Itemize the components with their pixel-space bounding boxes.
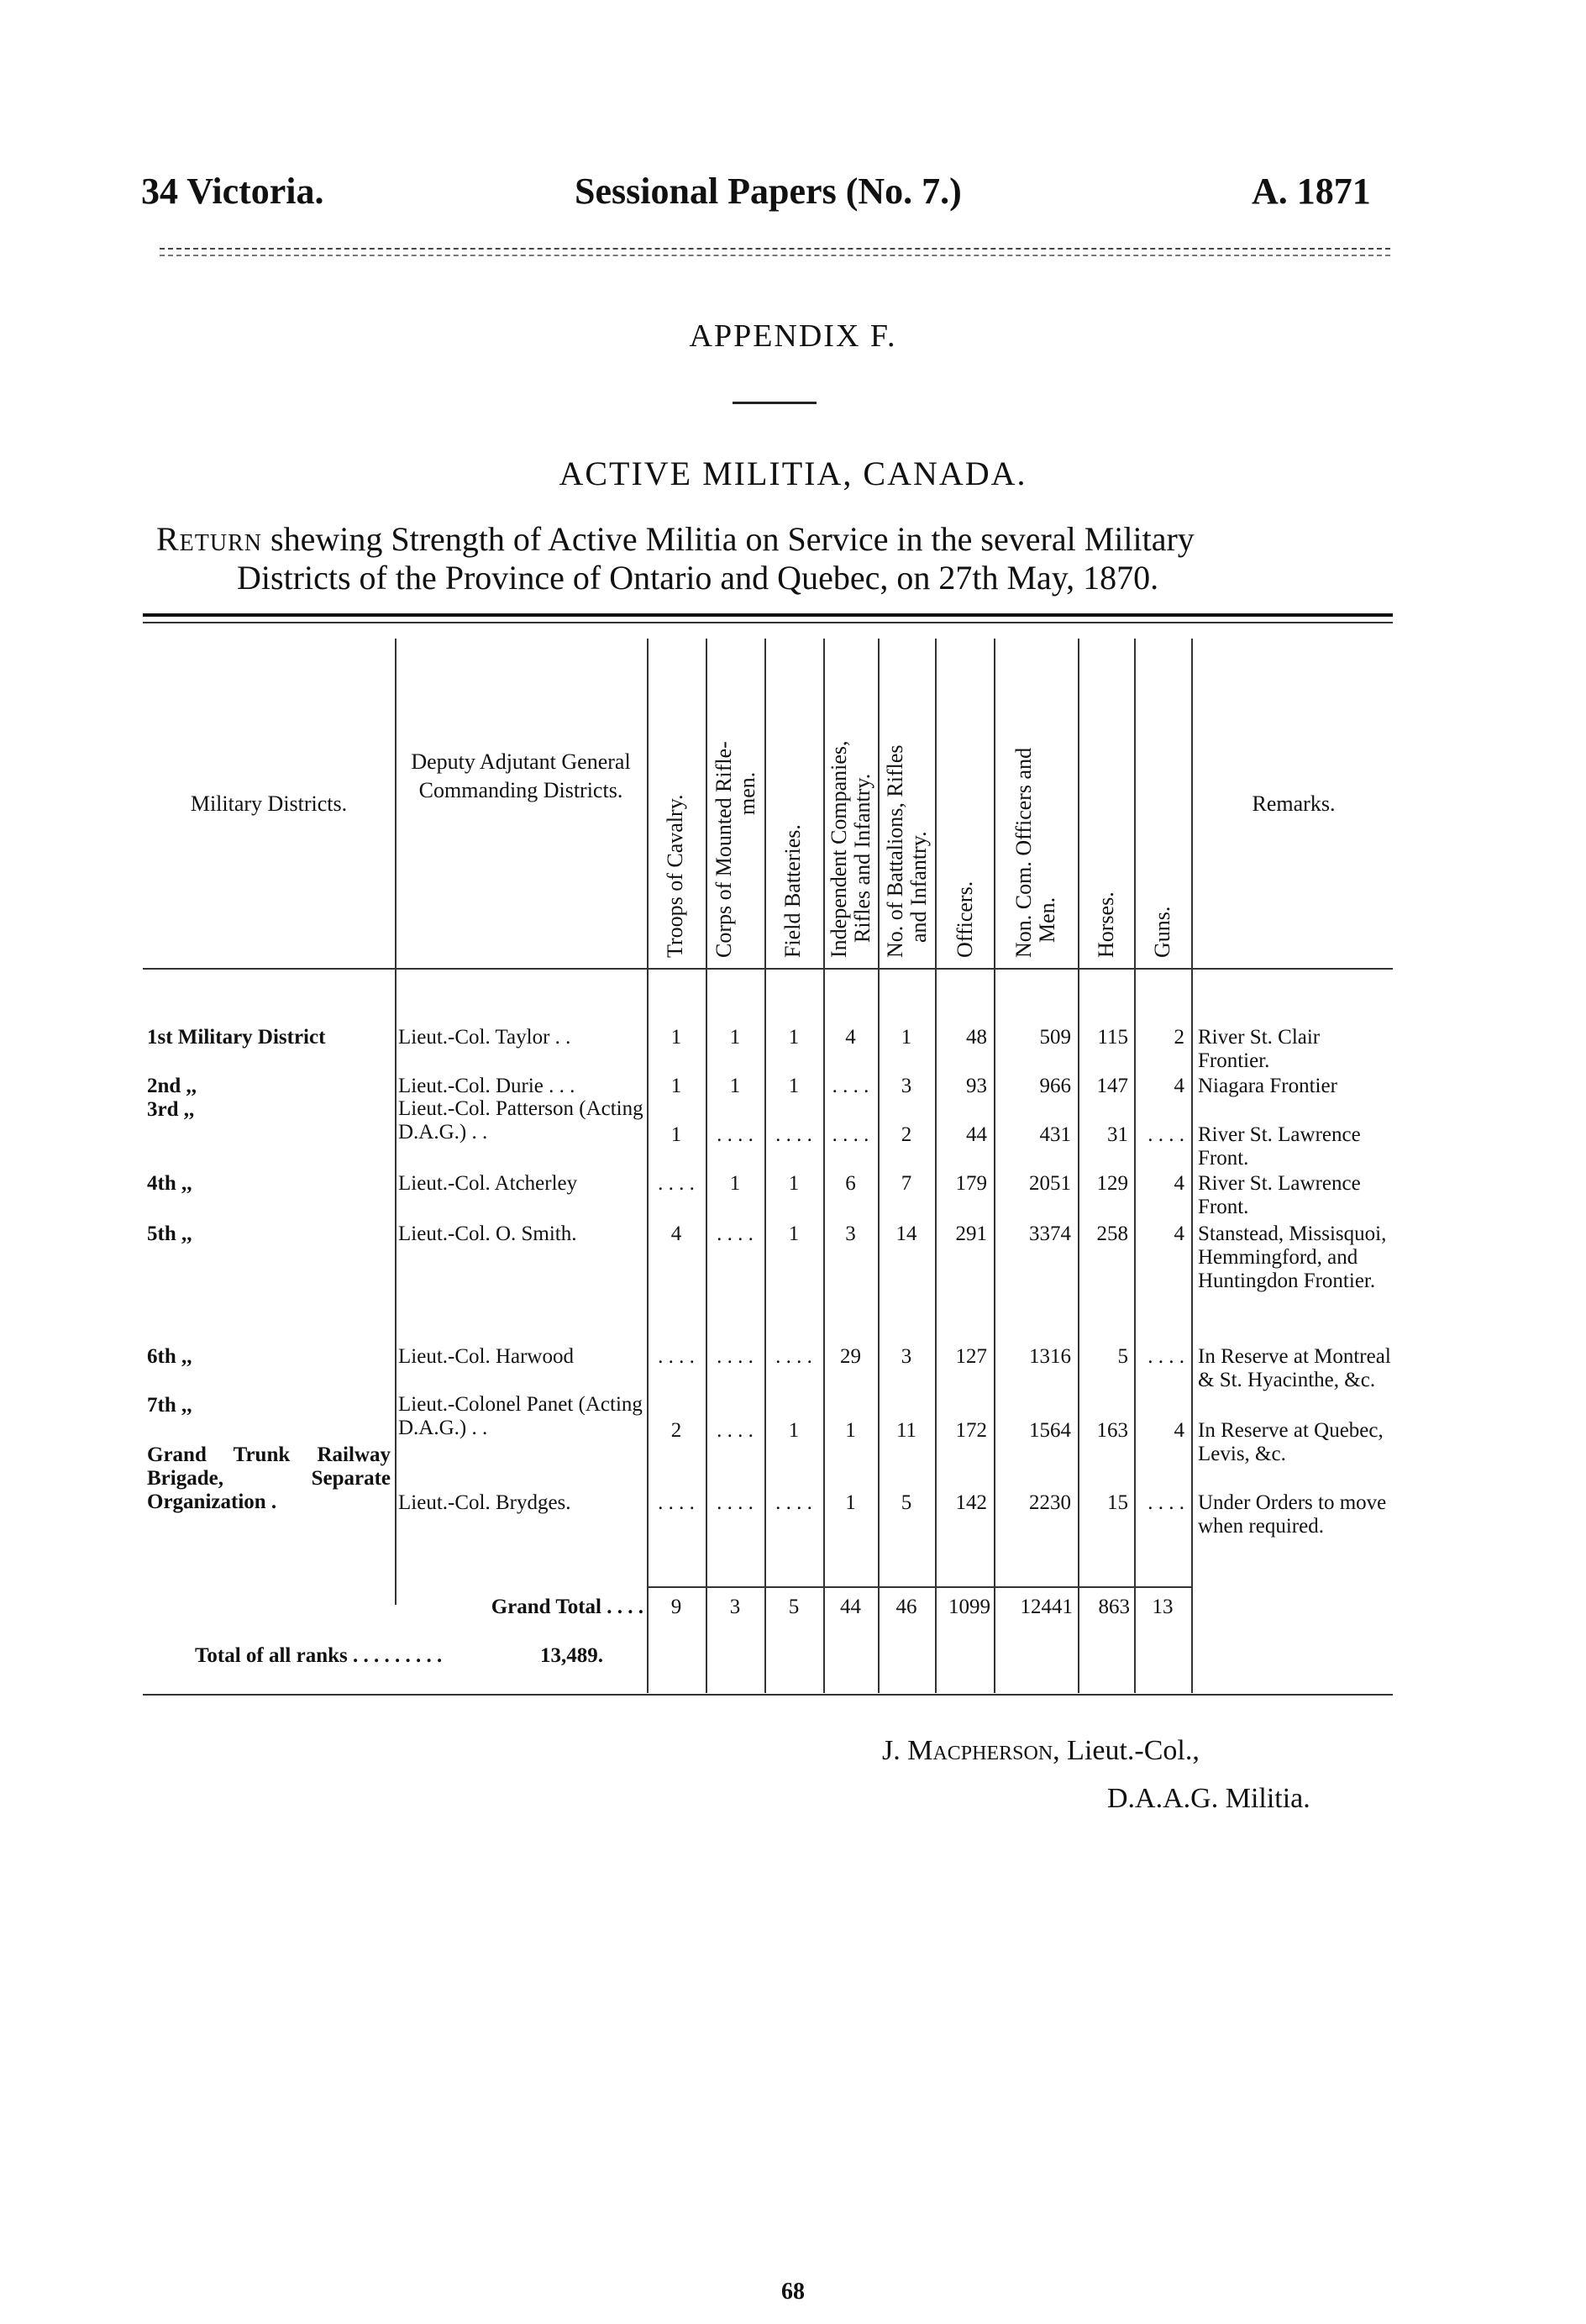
independent-cell: 3 [845, 1222, 856, 1245]
district-cell: 7th ,, [147, 1394, 192, 1417]
officers-cell: 44 [966, 1123, 987, 1146]
horses-cell: 258 [1096, 1222, 1128, 1245]
col-header-independent-l1: Independent Companies, [827, 740, 851, 958]
total-top-rule [647, 1586, 1191, 1588]
horses-cell: 15 [1107, 1491, 1128, 1514]
col-header-battalions-l1: No. of Battalions, Rifles [883, 744, 907, 958]
horses-cell: 147 [1096, 1075, 1128, 1097]
independent-cell: . . . . [832, 1123, 869, 1146]
total-guns: 13 [1152, 1596, 1174, 1618]
dag-cell: Lieut.-Col. O. Smith. [398, 1222, 577, 1245]
district-cell: 6th ,, [147, 1345, 192, 1368]
dag-cell: Lieut.-Colonel Panet (Acting D.A.G.) . . [398, 1393, 643, 1439]
title-rule [733, 402, 817, 404]
return-line-2: Districts of the Province of Ontario and Quebec, on 27th May, 1870. [237, 559, 1159, 597]
mounted-rifles-cell: . . . . [717, 1345, 754, 1368]
horses-cell: 115 [1097, 1026, 1128, 1049]
field-batteries-cell: . . . . [775, 1491, 812, 1514]
col-header-dag: Deputy Adjutant General Commanding Districts. [411, 749, 631, 802]
non-com-cell: 1316 [1029, 1345, 1071, 1368]
appendix-title: APPENDIX F. [689, 318, 897, 354]
dag-cell: Lieut.-Col. Taylor . . [398, 1026, 571, 1049]
cavalry-cell: 2 [670, 1419, 682, 1442]
col-header-mounted-rifles [712, 741, 759, 958]
field-batteries-cell: . . . . [775, 1123, 812, 1146]
remarks-cell: In Reserve at Montreal & St. Hyacinthe, &c. [1198, 1345, 1391, 1391]
grand-total-label: Grand Total . . . . [491, 1596, 643, 1618]
horses-cell: 5 [1117, 1345, 1128, 1368]
col-divider [706, 639, 707, 1693]
col-divider [1078, 639, 1079, 1693]
header-divider [160, 248, 1390, 250]
mounted-rifles-cell: 1 [729, 1172, 741, 1195]
independent-cell: 4 [845, 1026, 856, 1049]
dag-cell: Lieut.-Col. Harwood [398, 1345, 574, 1368]
document-subtitle: ACTIVE MILITIA, CANADA. [559, 455, 1027, 492]
header-left: 34 Victoria. [141, 171, 324, 212]
dag-cell: Lieut.-Col. Patterson (Acting D.A.G.) . . [398, 1097, 643, 1144]
non-com-cell: 431 [1039, 1123, 1071, 1146]
total-officers: 1099 [948, 1596, 990, 1618]
mounted-rifles-cell: . . . . [717, 1491, 754, 1514]
mounted-rifles-cell: 1 [729, 1075, 741, 1097]
table-bottom-rule [143, 1694, 1393, 1696]
officers-cell: 291 [955, 1222, 987, 1245]
guns-cell: . . . . [1147, 1345, 1184, 1368]
remarks-cell: River St. Lawrence Front. [1198, 1123, 1361, 1170]
cavalry-cell: . . . . [658, 1491, 695, 1514]
officers-cell: 142 [955, 1491, 987, 1514]
signature-title: D.A.A.G. Militia. [1107, 1783, 1310, 1814]
dag-cell: Lieut.-Col. Durie . . . [398, 1075, 575, 1097]
horses-cell: 31 [1107, 1123, 1128, 1146]
independent-cell: 1 [845, 1491, 856, 1514]
district-cell: Grand Trunk Railway Brigade, Separate Organization . [147, 1443, 391, 1513]
battalions-cell: 5 [901, 1491, 912, 1514]
non-com-cell: 3374 [1029, 1222, 1071, 1245]
non-com-cell: 2051 [1029, 1172, 1071, 1195]
col-header-battalions [884, 745, 931, 958]
field-batteries-cell: 1 [788, 1075, 800, 1097]
guns-cell: 4 [1174, 1075, 1184, 1097]
col-divider [1134, 639, 1136, 1693]
signature-rank: Lieut.-Col., [1067, 1735, 1200, 1766]
col-header-battalions-l2: and Infantry. [906, 831, 931, 943]
battalions-cell: 7 [901, 1172, 912, 1195]
cavalry-cell: 4 [670, 1222, 682, 1245]
dag-cell: Lieut.-Col. Brydges. [398, 1491, 571, 1514]
guns-cell: 2 [1174, 1026, 1184, 1049]
col-divider [935, 639, 937, 1693]
col-header-non-com-l1: Non. Com. Officers and [1011, 747, 1036, 958]
battalions-cell: 3 [901, 1075, 912, 1097]
cavalry-cell: 1 [670, 1075, 682, 1097]
independent-cell: 1 [845, 1419, 856, 1442]
guns-cell: 4 [1174, 1172, 1184, 1195]
field-batteries-cell: . . . . [775, 1345, 812, 1368]
total-cavalry: 9 [670, 1596, 682, 1618]
mounted-rifles-cell: 1 [729, 1026, 741, 1049]
officers-cell: 172 [955, 1419, 987, 1442]
total-field-batteries: 5 [788, 1596, 800, 1618]
col-divider [647, 639, 649, 1693]
battalions-cell: 1 [901, 1026, 912, 1049]
col-header-remarks: Remarks. [1252, 791, 1336, 816]
remarks-cell: Stanstead, Missisquoi, Hemmingford, and Huntingdon Frontier. [1198, 1222, 1387, 1292]
district-cell: 2nd ,, [147, 1075, 197, 1097]
cavalry-cell: 1 [670, 1123, 682, 1146]
signature-line [882, 1735, 1200, 1767]
return-text-1: shewing Strength of Active Militia on Service in the several Military [270, 520, 1195, 558]
header-right: A. 1871 [1252, 171, 1371, 212]
return-line-1 [156, 519, 1195, 559]
battalions-cell: 14 [895, 1222, 917, 1245]
signature-name: J. Macpherson, [882, 1735, 1060, 1766]
remarks-cell: Niagara Frontier [1198, 1075, 1337, 1097]
cavalry-cell: 1 [670, 1026, 682, 1049]
col-header-guns: Guns. [1150, 906, 1174, 958]
col-header-mounted-rifles-l2: men. [735, 771, 759, 815]
col-divider [764, 639, 766, 1693]
total-battalions: 46 [895, 1596, 917, 1618]
officers-cell: 127 [955, 1345, 987, 1368]
remarks-cell: In Reserve at Quebec, Levis, &c. [1198, 1419, 1384, 1465]
battalions-cell: 2 [901, 1123, 912, 1146]
non-com-cell: 1564 [1029, 1419, 1071, 1442]
remarks-cell: River St. Lawrence Front. [1198, 1172, 1361, 1218]
district-cell: 3rd ,, [147, 1098, 195, 1121]
non-com-cell: 966 [1039, 1075, 1071, 1097]
officers-cell: 179 [955, 1172, 987, 1195]
battalions-cell: 3 [901, 1345, 912, 1368]
field-batteries-cell: 1 [788, 1172, 800, 1195]
remarks-cell: River St. Clair Frontier. [1198, 1026, 1321, 1072]
header-center: Sessional Papers (No. 7.) [575, 171, 962, 212]
col-header-cavalry: Troops of Cavalry. [663, 794, 687, 958]
mounted-rifles-cell: . . . . [717, 1123, 754, 1146]
total-independent: 44 [840, 1596, 861, 1618]
total-all-ranks-value: 13,489. [540, 1644, 603, 1667]
col-header-horses: Horses. [1094, 891, 1118, 958]
col-divider [395, 639, 396, 1605]
total-all-ranks-label: Total of all ranks . . . . . . . . . [195, 1644, 443, 1667]
table-top-rule-thin [143, 622, 1393, 623]
remarks-cell: Under Orders to move when required. [1198, 1491, 1387, 1538]
col-header-officers: Officers. [953, 881, 977, 958]
district-cell: 5th ,, [147, 1222, 192, 1245]
guns-cell: 4 [1174, 1419, 1184, 1442]
officers-cell: 93 [966, 1075, 987, 1097]
col-header-independent-l2: Rifles and Infantry. [850, 773, 874, 943]
return-lead: Return [156, 520, 263, 558]
total-mounted-rifles: 3 [729, 1596, 741, 1618]
mounted-rifles-cell: . . . . [717, 1222, 754, 1245]
total-horses: 863 [1098, 1596, 1130, 1618]
officers-cell: 48 [966, 1026, 987, 1049]
mounted-rifles-cell: . . . . [717, 1419, 754, 1442]
guns-cell: . . . . [1147, 1491, 1184, 1514]
cavalry-cell: . . . . [658, 1172, 695, 1195]
col-divider [1191, 639, 1193, 1693]
dag-cell: Lieut.-Col. Atcherley [398, 1172, 578, 1195]
col-divider [994, 639, 995, 1693]
cavalry-cell: . . . . [658, 1345, 695, 1368]
col-header-mounted-rifles-l1: Corps of Mounted Rifle- [712, 741, 736, 958]
col-header-non-com [1012, 748, 1059, 958]
field-batteries-cell: 1 [788, 1419, 800, 1442]
header-divider-2 [160, 255, 1390, 256]
horses-cell: 163 [1096, 1419, 1128, 1442]
field-batteries-cell: 1 [788, 1222, 800, 1245]
horses-cell: 129 [1096, 1172, 1128, 1195]
col-divider [823, 639, 825, 1693]
guns-cell: . . . . [1147, 1123, 1184, 1146]
independent-cell: 29 [840, 1345, 861, 1368]
independent-cell: 6 [845, 1172, 856, 1195]
table-top-rule [143, 613, 1393, 617]
total-non-com: 12441 [1020, 1596, 1073, 1618]
col-header-independent [827, 741, 874, 959]
district-cell: 1st Military District [147, 1026, 326, 1049]
field-batteries-cell: 1 [788, 1026, 800, 1049]
col-header-districts: Military Districts. [190, 791, 348, 816]
guns-cell: 4 [1174, 1222, 1184, 1245]
col-divider [878, 639, 880, 1693]
header-rule [143, 968, 1393, 970]
col-header-non-com-l2: Men. [1035, 896, 1059, 943]
non-com-cell: 509 [1039, 1026, 1071, 1049]
non-com-cell: 2230 [1029, 1491, 1071, 1514]
district-cell: 4th ,, [147, 1172, 192, 1195]
independent-cell: . . . . [832, 1075, 869, 1097]
page-number: 68 [781, 2279, 805, 2305]
battalions-cell: 11 [895, 1419, 917, 1442]
col-header-field-batteries: Field Batteries. [780, 824, 805, 958]
